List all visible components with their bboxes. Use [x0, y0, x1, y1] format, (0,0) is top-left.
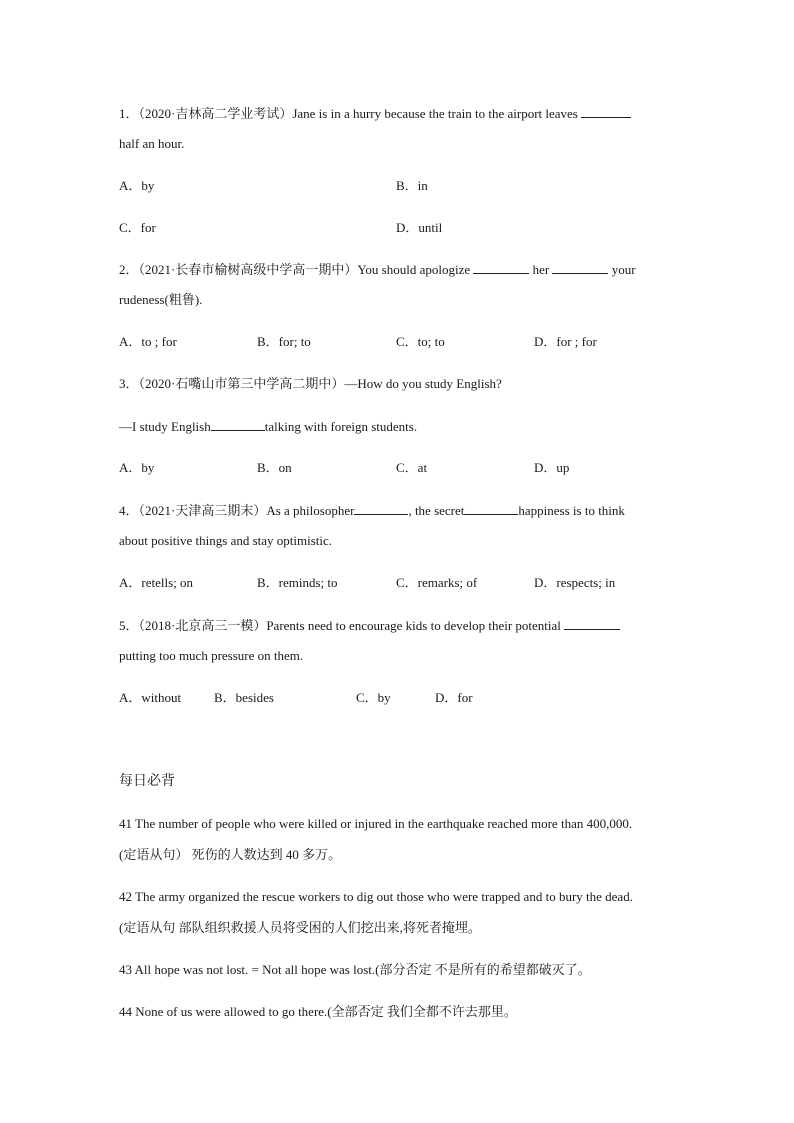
question-5-stem-cont: putting too much pressure on them.: [119, 648, 304, 663]
question-4-stem-cont: about positive things and stay optimistic.: [119, 533, 333, 548]
question-1-stem: [119, 104, 631, 123]
sentence-41-note: (定语从句） 死伤的人数达到 40 多万。: [119, 847, 342, 862]
answer-blank: [581, 104, 631, 118]
answer-blank: [473, 260, 529, 274]
option-c: C．for: [119, 220, 156, 235]
question-1-text: 1．（2020·吉林高二学业考试）Jane is in a hurry because the train to the airport leaves: [119, 106, 582, 121]
answer-blank: [211, 417, 265, 431]
option-d: D．for: [435, 690, 473, 705]
option-b: B．in: [396, 178, 428, 193]
option-a: A．to ; for: [119, 334, 177, 349]
option-b: B．for; to: [257, 334, 311, 349]
option-d: D．up: [534, 460, 570, 475]
question-5-stem: 5．（2018·北京高三一模）Parents need to encourage kids to develop their potential: [119, 616, 620, 635]
option-a: A．by: [119, 178, 155, 193]
answer-blank: [464, 501, 518, 515]
section-heading: 每日必背: [119, 774, 175, 789]
question-3-stem: 3．（2020·石嘴山市第三中学高二期中）—How do you study English?: [119, 376, 502, 391]
option-d: D．for ; for: [534, 334, 597, 349]
question-4-stem: 4．（2021·天津高三期末）As a philosopher , the secret happiness is to think: [119, 503, 625, 518]
option-c: C．by: [356, 690, 391, 705]
question-2-stem: 2．（2021·长春市榆树高级中学高一期中）You should apologize her your: [119, 262, 636, 277]
answer-blank: [552, 260, 608, 274]
option-a: A．retells; on: [119, 575, 194, 590]
sentence-41-en: 41 The number of people who were killed or injured in the earthquake reached more than 400,000.: [119, 816, 633, 831]
option-d: D．respects; in: [534, 575, 616, 590]
option-c: C．to; to: [396, 334, 445, 349]
sentence-42-en: 42 The army organized the rescue workers to dig out those who were trapped and to bury the dead.: [119, 889, 633, 904]
option-b: B．reminds; to: [257, 575, 338, 590]
option-b: B．on: [257, 460, 292, 475]
option-b: B．besides: [214, 690, 274, 705]
question-2-stem-cont: rudeness(粗鲁).: [119, 292, 203, 307]
option-a: A．by: [119, 460, 155, 475]
answer-blank: [564, 616, 620, 630]
option-c: C．remarks; of: [396, 575, 478, 590]
answer-blank: [354, 501, 408, 515]
sentence-42-note: (定语从句 部队组织救援人员将受困的人们挖出来,将死者掩埋。: [119, 920, 481, 935]
sentence-43: 43 All hope was not lost. = Not all hope was lost.(部分否定 不是所有的希望都破灭了。: [119, 962, 591, 977]
sentence-44: 44 None of us were allowed to go there.(全部否定 我们全都不许去那里。: [119, 1004, 517, 1019]
option-a: A．without: [119, 690, 182, 705]
question-1-stem-cont: half an hour.: [119, 136, 185, 151]
option-c: C．at: [396, 460, 428, 475]
question-3-stem-cont: —I study English talking with foreign students.: [119, 419, 418, 434]
option-d: D．until: [396, 220, 443, 235]
